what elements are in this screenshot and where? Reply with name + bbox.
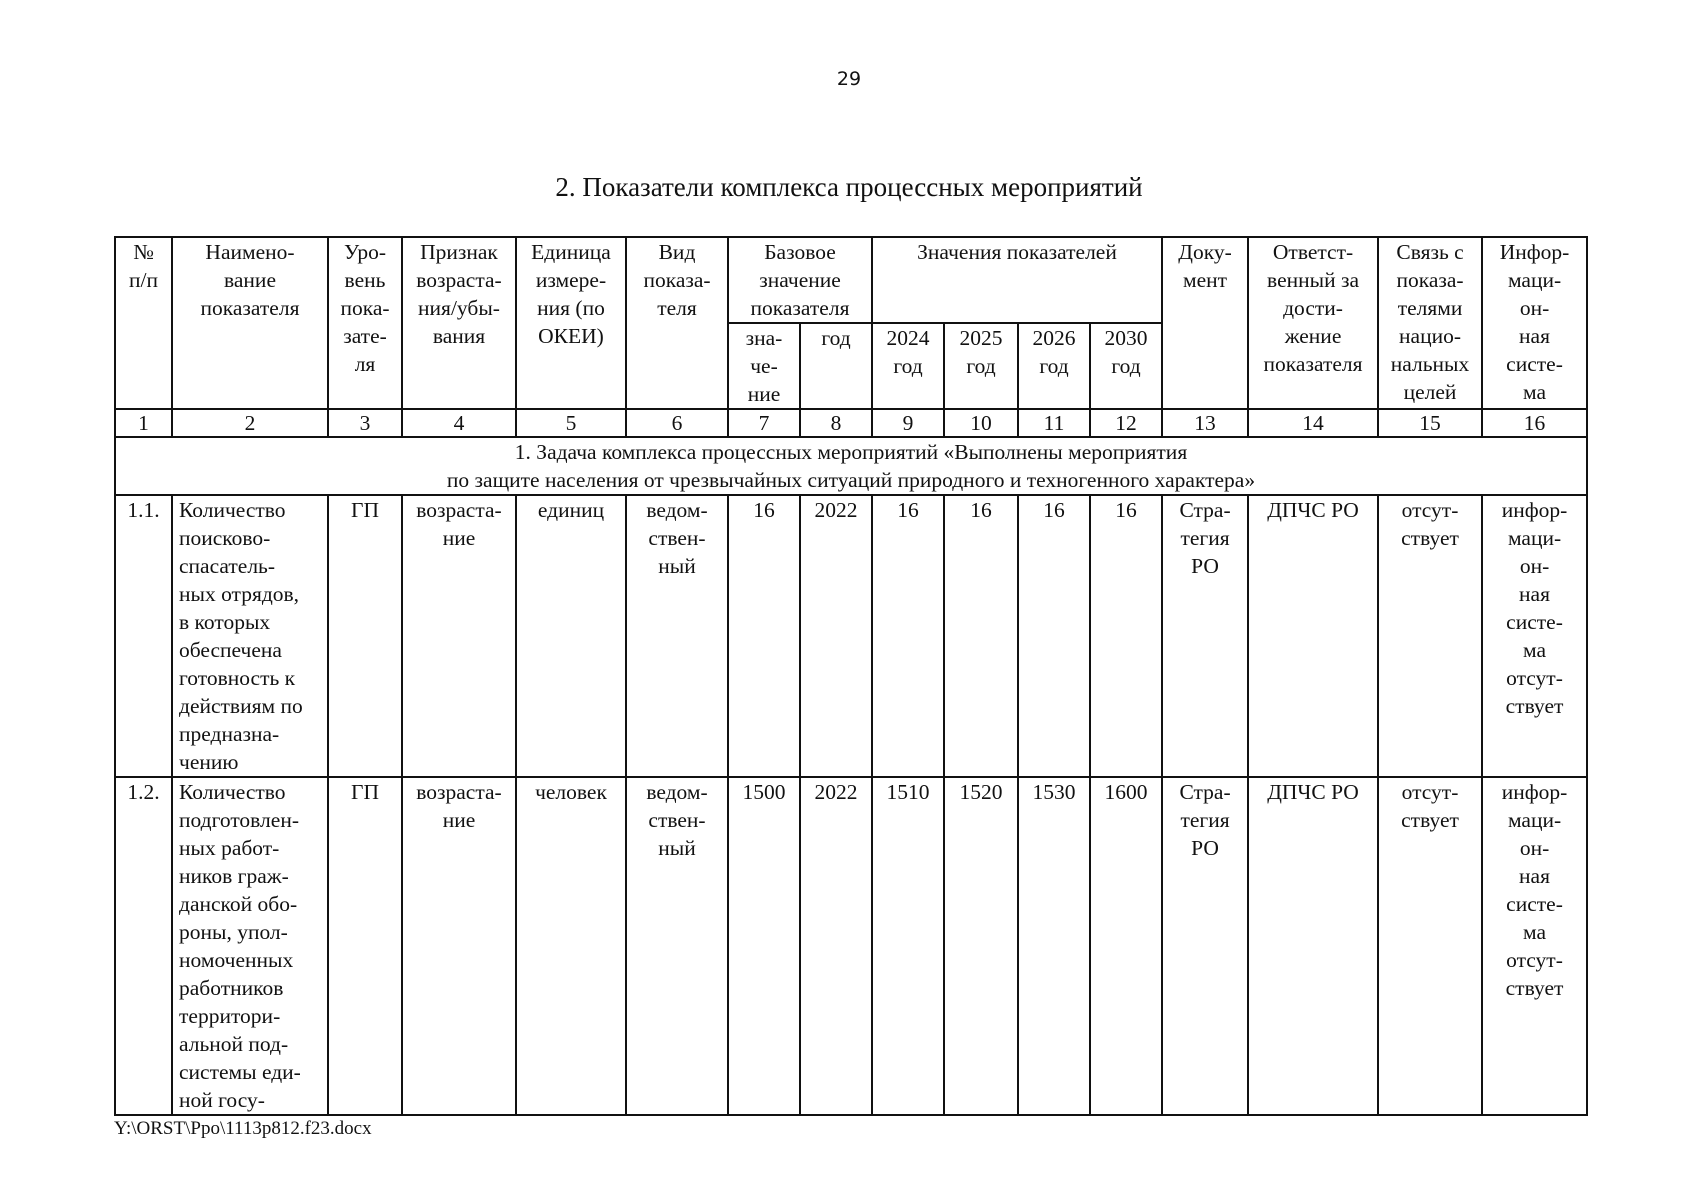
header-level: Уро- вень пока- зате- ля [328, 237, 402, 409]
column-number: 1 [115, 409, 172, 437]
header-row-top [115, 237, 1587, 323]
header-trend: Признак возраста- ния/убы- вания [402, 237, 516, 409]
row-name: Количество подготовлен- ных работ- ников граж- данской обо- роны, упол- номоченных работников территори- альной под- системы еди- ной госу- [172, 777, 328, 1115]
row-num: 1.2. [115, 777, 172, 1115]
header-num: № п/п [115, 237, 172, 409]
column-number: 12 [1090, 409, 1162, 437]
row-info: инфор- маци- он- ная систе- ма отсут- ствует [1482, 495, 1587, 777]
header-year-2024: 2024 год [872, 323, 944, 409]
row-value-2024: 16 [872, 495, 944, 777]
column-number-row [115, 409, 1587, 437]
row-value-2030: 1600 [1090, 777, 1162, 1115]
row-trend: возраста- ние [402, 495, 516, 777]
column-number: 11 [1018, 409, 1090, 437]
section-row [115, 437, 1587, 495]
header-year-2025: 2025 год [944, 323, 1018, 409]
row-base-year: 2022 [800, 777, 872, 1115]
column-number: 10 [944, 409, 1018, 437]
column-number: 8 [800, 409, 872, 437]
section-title: 1. Задача комплекса процессных мероприятий «Выполнены мероприятия по защите населения от чрезвычайных ситуаций природного и техногенного характера» [115, 437, 1587, 495]
column-number: 9 [872, 409, 944, 437]
header-link: Связь с показа- телями нацио- нальных целей [1378, 237, 1482, 409]
row-value-2026: 16 [1018, 495, 1090, 777]
page-number: 29 [836, 68, 862, 90]
header-info: Инфор- маци- он- ная систе- ма [1482, 237, 1587, 409]
header-base-year: год [800, 323, 872, 409]
row-unit: человек [516, 777, 626, 1115]
row-info: инфор- маци- он- ная систе- ма отсут- ствует [1482, 777, 1587, 1115]
header-year-2026: 2026 год [1018, 323, 1090, 409]
header-type: Вид показа- теля [626, 237, 728, 409]
header-base: Базовое значение показателя [728, 237, 872, 323]
column-number: 6 [626, 409, 728, 437]
row-num: 1.1. [115, 495, 172, 777]
row-base-value: 16 [728, 495, 800, 777]
header-year-2030: 2030 год [1090, 323, 1162, 409]
row-base-value: 1500 [728, 777, 800, 1115]
row-type: ведом- ствен- ный [626, 495, 728, 777]
column-number: 7 [728, 409, 800, 437]
row-type: ведом- ствен- ный [626, 777, 728, 1115]
document-title: 2. Показатели комплекса процессных мероприятий [555, 172, 1143, 202]
header-values: Значения показателей [872, 237, 1162, 323]
row-value-2030: 16 [1090, 495, 1162, 777]
header-unit: Единица измере- ния (по ОКЕИ) [516, 237, 626, 409]
row-document: Стра- тегия РО [1162, 777, 1248, 1115]
row-document: Стра- тегия РО [1162, 495, 1248, 777]
row-level: ГП [328, 777, 402, 1115]
indicators-table [114, 236, 1588, 1116]
footer-file-path: Y:\ORST\Ppo\1113p812.f23.docx [114, 1118, 372, 1139]
column-number: 4 [402, 409, 516, 437]
column-number: 14 [1248, 409, 1378, 437]
column-number: 5 [516, 409, 626, 437]
header-document: Доку- мент [1162, 237, 1248, 409]
column-number: 13 [1162, 409, 1248, 437]
row-level: ГП [328, 495, 402, 777]
table-row [115, 495, 1587, 777]
column-number: 15 [1378, 409, 1482, 437]
row-trend: возраста- ние [402, 777, 516, 1115]
header-base-value: зна- че- ние [728, 323, 800, 409]
row-unit: единиц [516, 495, 626, 777]
row-responsible: ДПЧС РО [1248, 495, 1378, 777]
row-link: отсут- ствует [1378, 495, 1482, 777]
row-value-2026: 1530 [1018, 777, 1090, 1115]
row-responsible: ДПЧС РО [1248, 777, 1378, 1115]
row-link: отсут- ствует [1378, 777, 1482, 1115]
column-number: 2 [172, 409, 328, 437]
header-responsible: Ответст- венный за дости- жение показателя [1248, 237, 1378, 409]
row-value-2025: 16 [944, 495, 1018, 777]
row-name: Количество поисково- спасатель- ных отрядов, в которых обеспечена готовность к действиям по предназна- чению [172, 495, 328, 777]
row-base-year: 2022 [800, 495, 872, 777]
column-number: 3 [328, 409, 402, 437]
row-value-2024: 1510 [872, 777, 944, 1115]
header-name: Наимено- вание показателя [172, 237, 328, 409]
column-number: 16 [1482, 409, 1587, 437]
row-value-2025: 1520 [944, 777, 1018, 1115]
table-row [115, 777, 1587, 1115]
